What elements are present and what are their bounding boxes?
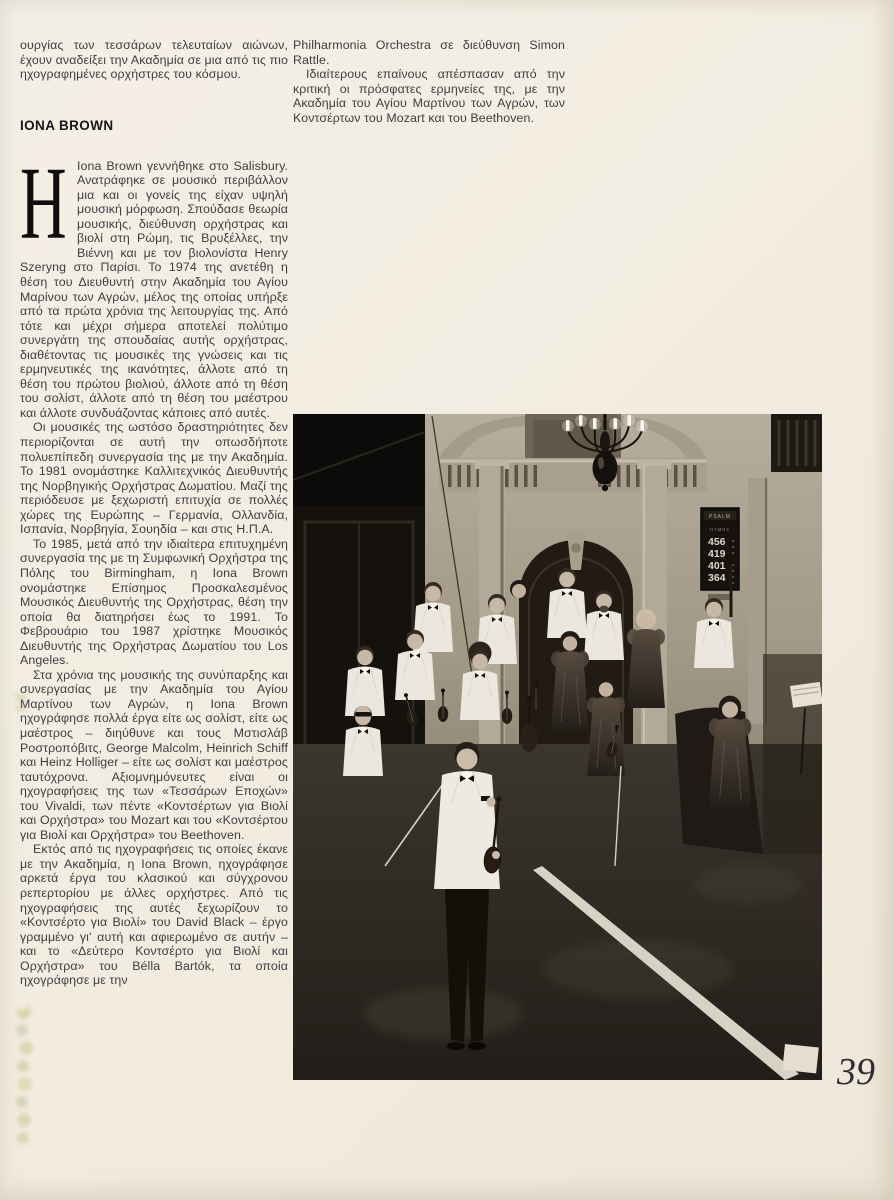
orchestra-photo [293, 414, 822, 1080]
print-bleedthrough-artifact [18, 1002, 26, 1010]
hymn-board-title: PSALM [709, 514, 731, 520]
hymn-board [701, 508, 739, 600]
hymn-board-subtitle: HYMNS [709, 527, 731, 532]
paragraph: Εκτός από τις ηχογραφήσεις τις οποίες έκανε με την Ακαδημία, η Iona Brown, ηχογράφησε αρκετά έργα του κλασικού και σύγχρονου ρεπερτορίου με άλλες ορχήστρες. Από τις ηχογραφήσεις της αυτές ξεχωρίζουν το «Κοντσέρτο για Βιολί» του David Black – έργο γραμμένο γι' αυτή και αφιερωμένο σε αυτήν – και το «Δεύτερο Κοντσέρτο για Βιολί και Ορχήστρα» του Bélla Bartók, τα οποία ηχογράφησε με την [20, 842, 288, 988]
intro-continuation-paragraph: ουργίας των τεσσάρων τελευταίων αιώνων, έχουν αναδείξει την Ακαδημία σε μια από τις πιο ηχογραφημένες ορχήστρες του κόσμου. [20, 38, 288, 82]
article-heading: IONA BROWN [20, 117, 114, 133]
hymn-number: 401 [708, 560, 726, 572]
paragraph-text: Iona Brown γεννήθηκε στο Salisbury. Ανατράφηκε σε μουσικό περιβάλλον μια και οι γονείς της είχαν υψηλή μουσική μόρφωση. Σπούδασε θεωρία μουσικής, διεύθυνση ορχήστρας και βιολί στη Ρώμη, τις Βρυξέλλες, την Βιέννη και με τον βιολονίστα Henry Szeryng στο Παρίσι. Το 1974 της ανετέθη η θέση του Διευθυντή στην Ακαδημία του Αγίου Μαρίνου των Αγρών, μέλος της οποίας υπήρξε από τα πρώτα χρόνια της λειτουργίας της. Από τότε και μέχρι σήμερα αποτελεί πολύτιμο συνεργάτη της σπουδαίας αυτής ορχήστρας, διαθέτοντας τις μουσικές της γνώσεις και τις ερμηνευτικές της ικανότητες, άλλοτε από τη θέση του πρώτου βιολιού, άλλοτε από τη θέση του σολίστ, άλλοτε από τη θέση του μαέστρου και άλλοτε συνδυάζοντας κάποιες από αυτές. [20, 158, 288, 420]
dropcap-paragraph [20, 145, 288, 421]
paragraph: Στα χρόνια της μουσικής της συνύπαρξης και συνεργασίας με την Ακαδημία του Αγίου Μαρτίνου των Αγρών, η Iona Brown ηχογράφησε πολλά έργα είτε ως σολίστ, είτε ως μαέστρος – διηύθυνε και τους Μστισλάβ Ροστροπόβιτς, George Malcolm, Heinrich Schiff και Heinz Holliger – είτε ως σολίστ και μαέστρος ταυτόχρονα. Αξιομνημόνευτες είναι οι ηχογραφήσεις της των «Τεσσάρων Εποχών» του Vivaldi, των πέντε «Κοντσέρτων για Βιολί και Ορχήστρα» του Mozart και του «Κοντσέρτου για Βιολί και Ορχήστρα» του Beethoven. [20, 667, 288, 842]
dropcap-letter: Η [20, 145, 67, 261]
hymn-number: 364 [708, 572, 726, 584]
hymn-number: 456 [708, 536, 726, 548]
hymn-number: 419 [708, 548, 726, 560]
paragraph: Philharmonia Orchestra σε διεύθυνση Simon Rattle. [293, 38, 565, 67]
paragraph: Το 1985, μετά από την ιδιαίτερα επιτυχημένη συνεργασία της με τη Συμφωνική Ορχήστρα της Πόλης του Birmingham, η Iona Brown ονομάστηκε Επίσημος Προσκαλεσμένος Μουσικός Διευθυντής της Ορχήστρας, θέση την οποία θα διατηρήσει έως το 1991. Το Φεβρουάριο του 1987 χρίστηκε Μουσικός Διευθυντής της Ορχήστρας Δωματίου του Los Angeles. [20, 536, 288, 668]
print-bleedthrough-artifact [16, 688, 23, 695]
paragraph: Ιδιαίτερους επαίνους απέσπασαν από την κριτική οι πρόσφατες ερμηνείες της, με την Ακαδημία του Αγίου Μαρτίνου των Αγρών, των Κοντσέρτων του Mozart και του Beethoven. [293, 67, 565, 125]
right-column [293, 38, 565, 125]
left-column [20, 38, 288, 988]
paragraph: Οι μουσικές της ωστόσο δραστηριότητες δεν περιορίζονται σε αυτή την οπωσδήποτε πολυεπίπεδη συνεργασία της με την Ακαδημία. Το 1981 ονομάστηκε Καλλιτεχνικός Διευθυντής της Νορβηγικής Ορχήστρας Δωματίου. Μαζί της περιόδευσε με ξεχωριστή επιτυχία σε πολλές χώρες της Ευρώπης – Γερμανία, Ολλανδία, Ισπανία, Νορβηγία, Σουηδία – και στις Η.Π.Α. [20, 420, 288, 537]
page-number: 39 [837, 1051, 875, 1093]
